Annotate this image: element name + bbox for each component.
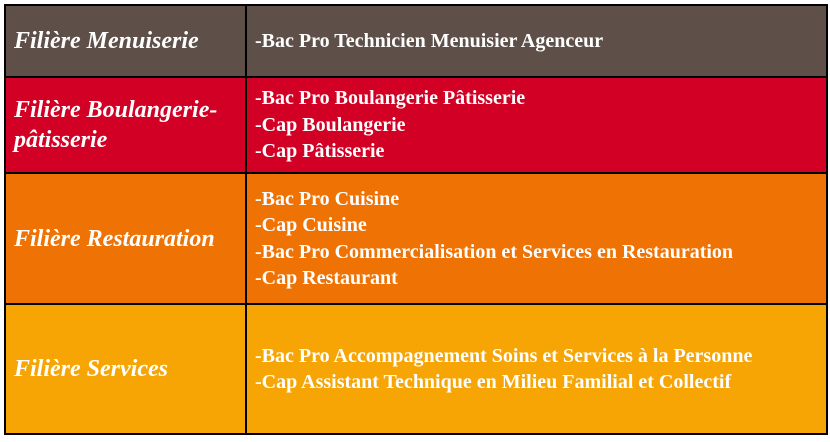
diploma-item: -Cap Cuisine <box>255 214 367 236</box>
filiere-name-cell: Filière Menuiserie <box>5 5 246 77</box>
diploma-item: -Bac Pro Cuisine <box>255 187 400 210</box>
diploma-list-cell <box>246 77 827 173</box>
table-row-services <box>5 304 827 434</box>
diploma-item: -Cap Boulangerie <box>255 113 406 136</box>
filiere-name-cell: Filière Restauration <box>5 173 246 304</box>
diploma-item: -Bac Pro Commercialisation et Services en Restauration <box>255 240 734 263</box>
diploma-item: -Cap Assistant Technique en Milieu Familial et Collectif <box>255 371 732 393</box>
diploma-list-cell <box>246 5 827 77</box>
diploma-list-cell <box>246 173 827 304</box>
diploma-item: -Cap Pâtisserie <box>255 140 385 163</box>
table-row-restauration <box>5 173 827 304</box>
table-row-menuiserie <box>5 5 827 77</box>
filieres-table <box>4 4 828 435</box>
diploma-item: -Bac Pro Boulangerie Pâtisserie <box>255 87 526 110</box>
filiere-name-cell: Filière Services <box>5 304 246 434</box>
diploma-list-cell <box>246 304 827 434</box>
diploma-item: -Bac Pro Accompagnement Soins et Services à la Personne <box>255 344 753 367</box>
table-row-boulangerie <box>5 77 827 173</box>
diploma-item: -Cap Restaurant <box>255 267 398 289</box>
diploma-item: -Bac Pro Technicien Menuisier Agenceur <box>255 29 604 52</box>
filiere-name-cell: Filière Boulangerie-pâtisserie <box>5 77 246 173</box>
